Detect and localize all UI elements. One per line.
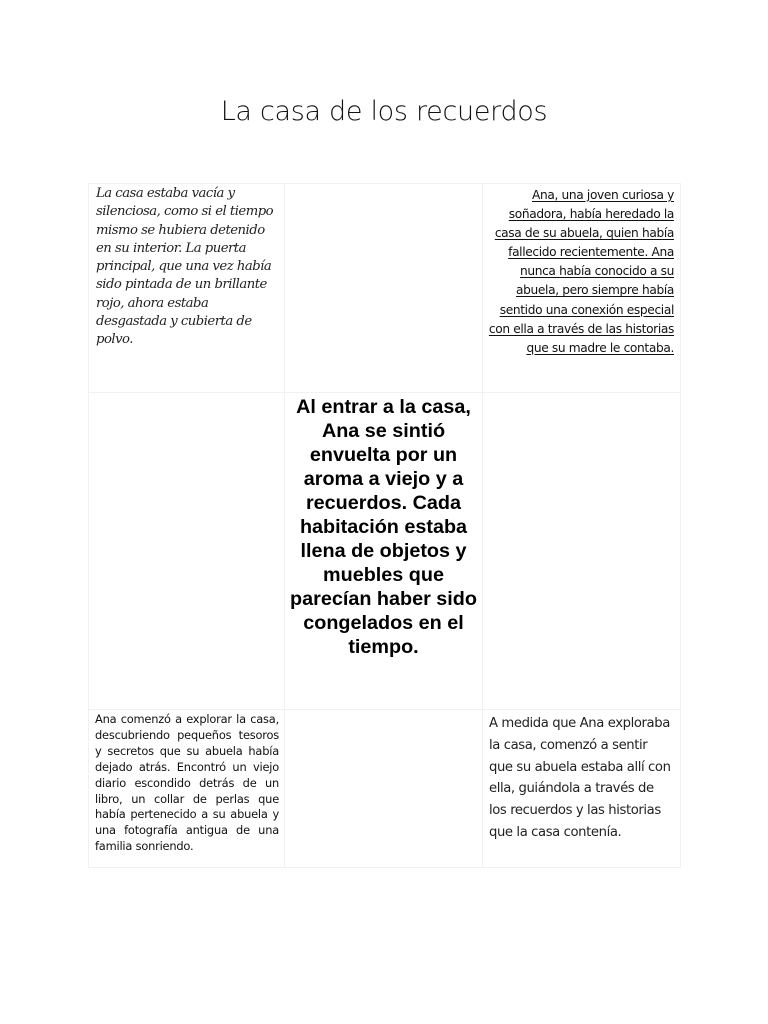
cell-bottom-right: A medida que Ana exploraba la casa, comenzó a sentir que su abuela estaba allí con ella, guiándola a través de los recuerdos y las historias que la casa contenía. xyxy=(483,710,681,868)
cell-top-right xyxy=(483,183,681,393)
document-title: La casa de los recuerdos xyxy=(220,96,548,127)
cell-bottom-left: Ana comenzó a explorar la casa, descubriendo pequeños tesoros y secretos que su abuela había dejado atrás. Encontró un viejo diario escondido detrás de un libro, un collar de perlas que había pertenecido a su abuela y una fotografía antigua de una familia sonriendo. xyxy=(88,710,285,868)
cell-top-center xyxy=(285,183,483,393)
cell-middle-center: Al entrar a la casa, Ana se sintió envuelta por un aroma a viejo y a recuerdos. Cada habitación estaba llena de objetos y muebles que parecían haber sido congelados en el tiempo. xyxy=(285,393,483,710)
cell-bottom-center xyxy=(285,710,483,868)
cell-top-right-text: Ana, una joven curiosa y soñadora, había heredado la casa de su abuela, quien había fallecido recientemente. Ana nunca había conocido a su abuela, pero siempre había sentido una conexión especial con ella a través de las historias que su madre le contaba. xyxy=(488,188,674,355)
cell-top-left: La casa estaba vacía y silenciosa, como si el tiempo mismo se hubiera detenido en su interior. La puerta principal, que una vez había sido pintada de un brillante rojo, ahora estaba desgastada y cubierta de polvo. xyxy=(88,183,285,393)
cell-middle-right xyxy=(483,393,681,710)
story-table xyxy=(88,183,681,868)
cell-middle-left xyxy=(88,393,285,710)
